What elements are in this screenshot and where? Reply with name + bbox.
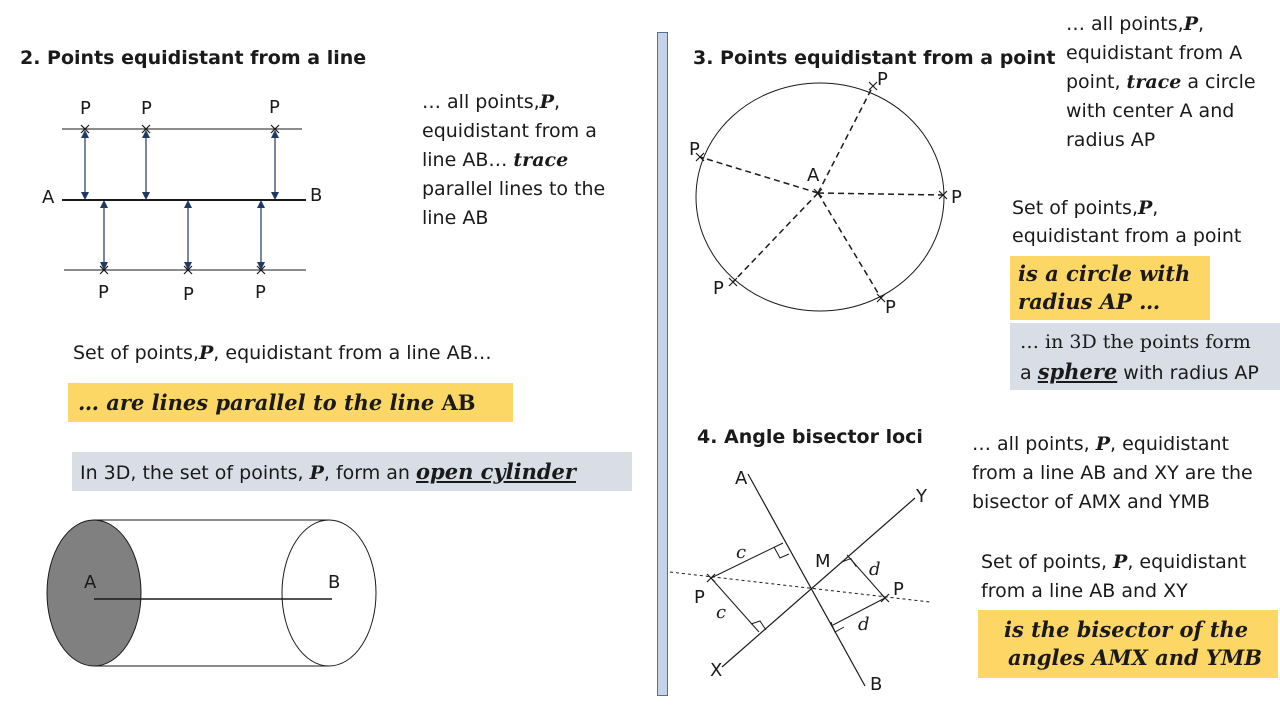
label-p: P bbox=[255, 282, 266, 303]
section3-note-line: with center A and bbox=[1066, 100, 1235, 122]
label-a: A bbox=[42, 187, 55, 208]
label-d: d bbox=[858, 614, 870, 635]
section2-note-line: line AB… trace bbox=[422, 149, 569, 171]
circle-diagram bbox=[670, 60, 1010, 330]
label-p: P bbox=[713, 278, 724, 299]
vertical-divider bbox=[657, 32, 668, 696]
cylinder-diagram bbox=[0, 500, 420, 700]
section2-note-line: parallel lines to the bbox=[422, 178, 606, 200]
section3-3d-line1: … in 3D the points form bbox=[1020, 331, 1251, 353]
section3-answer-line: radius AP … bbox=[1018, 289, 1161, 314]
angle-bisector-diagram bbox=[668, 450, 968, 700]
section3-answer-line: is a circle with bbox=[1018, 261, 1191, 286]
line-ab bbox=[748, 474, 865, 686]
section3-3d-box bbox=[1010, 323, 1280, 390]
label-m: M bbox=[815, 551, 831, 572]
section4-answer-line: is the bisector of the bbox=[1004, 617, 1249, 642]
section2-title: 2. Points equidistant from a line bbox=[20, 47, 367, 69]
label-c: c bbox=[736, 542, 747, 563]
section4-set-line: Set of points, P, equidistant bbox=[981, 551, 1247, 573]
section3-note-line: radius AP bbox=[1066, 129, 1156, 151]
section2-note-line: equidistant from a bbox=[422, 120, 597, 142]
label-b: B bbox=[310, 185, 323, 206]
section3-note-line: … all points,P, bbox=[1066, 13, 1205, 35]
section4-note-line: … all points, P, equidistant bbox=[972, 433, 1229, 455]
section2-note-line: line AB bbox=[422, 207, 489, 229]
section3-answer-box bbox=[1010, 256, 1210, 320]
label-p: P bbox=[893, 579, 904, 600]
label-p: P bbox=[951, 187, 962, 208]
label-p: P bbox=[183, 284, 194, 305]
label-x: X bbox=[710, 660, 723, 681]
section4-set-line: from a line AB and XY bbox=[981, 580, 1188, 602]
label-b: B bbox=[870, 674, 883, 695]
label-p: P bbox=[141, 98, 152, 119]
section3-title: 3. Points equidistant from a point bbox=[693, 47, 1056, 69]
label-p: P bbox=[269, 97, 280, 118]
section3-3d-line2: a sphere with radius AP bbox=[1020, 359, 1259, 384]
section3-note-line: point, trace a circle bbox=[1066, 71, 1256, 93]
label-p: P bbox=[885, 297, 896, 318]
section4-title: 4. Angle bisector loci bbox=[697, 426, 923, 448]
section2-3d-text: In 3D, the set of points, P, form an open cylinder bbox=[80, 459, 576, 484]
line-xy bbox=[722, 498, 915, 667]
label-p: P bbox=[689, 139, 700, 160]
section2-answer-box bbox=[68, 383, 513, 422]
label-p: P bbox=[98, 282, 109, 303]
label-p: P bbox=[694, 587, 705, 608]
section4-note-line: bisector of AMX and YMB bbox=[972, 491, 1210, 513]
section4-note-line: from a line AB and XY are the bbox=[972, 462, 1253, 484]
section2-note-line: … all points,P, bbox=[422, 91, 561, 113]
label-p: P bbox=[80, 98, 91, 119]
label-c: c bbox=[716, 602, 727, 623]
label-p: P bbox=[877, 69, 888, 90]
section3-set-line: equidistant from a point bbox=[1012, 225, 1242, 247]
label-a: A bbox=[735, 468, 748, 489]
label-d: d bbox=[869, 559, 881, 580]
label-a: A bbox=[84, 572, 97, 593]
cylinder-end-b bbox=[282, 520, 376, 666]
section3-note-line: equidistant from A bbox=[1066, 42, 1243, 64]
section2-3d-box bbox=[72, 452, 632, 491]
cylinder-end-a bbox=[47, 520, 141, 666]
section2-answer: … are lines parallel to the line AB bbox=[78, 390, 476, 415]
label-b: B bbox=[328, 572, 341, 593]
label-y: Y bbox=[916, 486, 927, 507]
section4-answer-line: angles AMX and YMB bbox=[1008, 645, 1263, 670]
section4-answer-box bbox=[978, 610, 1278, 678]
label-a: A bbox=[807, 165, 820, 186]
section3-set-line: Set of points,P, bbox=[1012, 197, 1159, 219]
section2-set-text: Set of points,P, equidistant from a line AB… bbox=[73, 342, 492, 364]
